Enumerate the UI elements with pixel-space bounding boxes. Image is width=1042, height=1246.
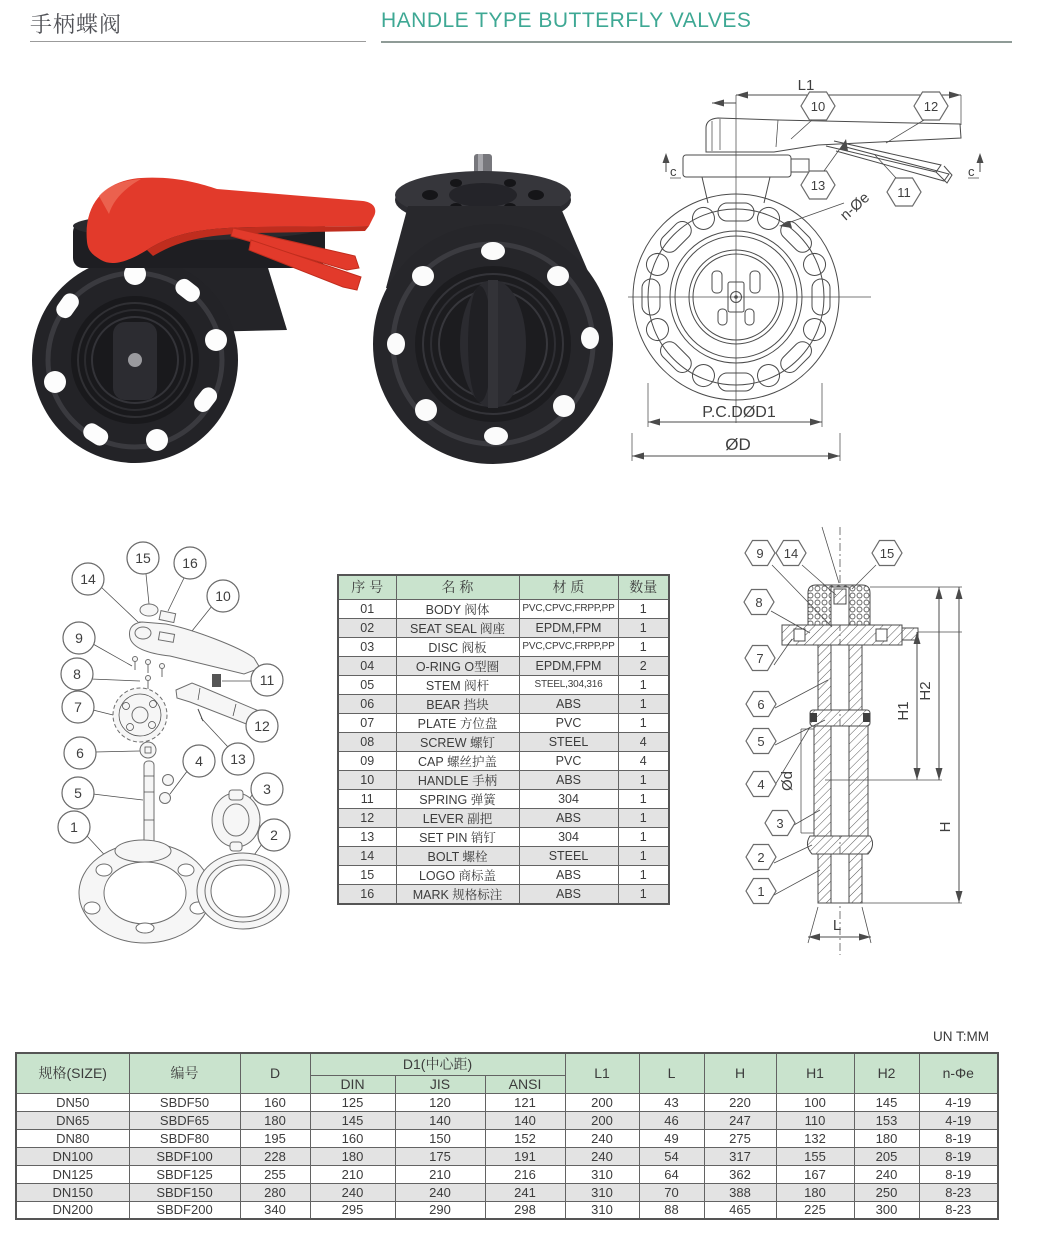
callout-hex-12 — [886, 92, 948, 143]
table-cell: 1 — [618, 884, 669, 904]
table-cell: SPRING 弹簧 — [396, 789, 519, 808]
photo-valve-red-handle — [25, 130, 385, 475]
table-cell: DN125 — [16, 1165, 129, 1183]
table-cell: SCREW 螺钉 — [396, 732, 519, 751]
table-cell: 300 — [854, 1201, 919, 1219]
table-cell: PVC — [519, 751, 618, 770]
col-header-din: DIN — [310, 1075, 395, 1093]
table-cell: 310 — [565, 1183, 639, 1201]
table-cell: SBDF50 — [129, 1093, 240, 1111]
table-cell: DISC 阀板 — [396, 637, 519, 656]
svg-text:8: 8 — [73, 666, 81, 682]
table-cell: 216 — [485, 1165, 565, 1183]
title-underline-left — [30, 41, 366, 42]
table-cell: 310 — [565, 1165, 639, 1183]
table-cell: EPDM,FPM — [519, 656, 618, 675]
table-cell: DN80 — [16, 1129, 129, 1147]
table-cell: ABS — [519, 694, 618, 713]
parts-table — [337, 574, 670, 905]
dim-label-l1: L1 — [797, 77, 815, 94]
table-cell: 240 — [395, 1183, 485, 1201]
svg-text:4: 4 — [195, 753, 203, 769]
table-cell: SEAT SEAL 阀座 — [396, 618, 519, 637]
table-cell: 247 — [704, 1111, 776, 1129]
table-cell: DN65 — [16, 1111, 129, 1129]
table-cell: 8-19 — [919, 1147, 998, 1165]
table-cell: 1 — [618, 789, 669, 808]
svg-text:13: 13 — [230, 751, 246, 767]
svg-text:4: 4 — [757, 777, 765, 792]
svg-text:6: 6 — [76, 745, 84, 761]
table-cell: 1 — [618, 808, 669, 827]
svg-text:5: 5 — [74, 785, 82, 801]
table-cell: 228 — [240, 1147, 310, 1165]
table-cell: 70 — [639, 1183, 704, 1201]
dim-label-h: H — [937, 821, 954, 833]
col-header-material: 材 质 — [519, 575, 618, 599]
table-cell: HANDLE 手柄 — [396, 770, 519, 789]
table-cell: 4 — [618, 732, 669, 751]
table-cell: 205 — [854, 1147, 919, 1165]
table-cell: DN100 — [16, 1147, 129, 1165]
table-row — [338, 827, 669, 846]
table-cell: 362 — [704, 1165, 776, 1183]
table-cell: DN50 — [16, 1093, 129, 1111]
table-cell: 125 — [310, 1093, 395, 1111]
col-header-h1: H1 — [776, 1053, 854, 1093]
table-cell: DN150 — [16, 1183, 129, 1201]
svg-text:7: 7 — [756, 651, 764, 666]
svg-text:9: 9 — [75, 630, 83, 646]
table-cell: 180 — [240, 1111, 310, 1129]
table-cell: ABS — [519, 808, 618, 827]
table-cell: PVC — [519, 713, 618, 732]
table-row — [338, 884, 669, 904]
table-cell: 255 — [240, 1165, 310, 1183]
table-cell: 175 — [395, 1147, 485, 1165]
table-row — [16, 1111, 998, 1129]
table-cell: 02 — [338, 618, 396, 637]
table-cell: 191 — [485, 1147, 565, 1165]
table-cell: 07 — [338, 713, 396, 732]
drawing-cross-section — [730, 515, 1042, 965]
svg-text:9: 9 — [756, 546, 764, 561]
table-cell: SBDF200 — [129, 1201, 240, 1219]
table-cell: 275 — [704, 1129, 776, 1147]
table-cell: 1 — [618, 846, 669, 865]
table-cell: 317 — [704, 1147, 776, 1165]
callout-hex-10 — [791, 92, 835, 139]
table-cell: 01 — [338, 599, 396, 618]
table-cell: 4-19 — [919, 1111, 998, 1129]
table-row — [338, 618, 669, 637]
svg-text:7: 7 — [74, 699, 82, 715]
col-header-name: 名 称 — [396, 575, 519, 599]
table-row — [338, 770, 669, 789]
table-row — [338, 675, 669, 694]
table-cell: 310 — [565, 1201, 639, 1219]
svg-text:8: 8 — [755, 595, 763, 610]
table-cell: LOGO 商标盖 — [396, 865, 519, 884]
table-row — [338, 751, 669, 770]
table-cell: 4 — [618, 751, 669, 770]
table-row — [16, 1165, 998, 1183]
col-header-jis: JIS — [395, 1075, 485, 1093]
table-cell: STEEL — [519, 732, 618, 751]
col-header-index: 序 号 — [338, 575, 396, 599]
table-cell: SBDF150 — [129, 1183, 240, 1201]
table-cell: MARK 规格标注 — [396, 884, 519, 904]
table-cell: PVC,CPVC,FRPP,PP — [519, 599, 618, 618]
table-cell: 13 — [338, 827, 396, 846]
table-cell: 298 — [485, 1201, 565, 1219]
table-cell: 290 — [395, 1201, 485, 1219]
dim-label-h2: H2 — [917, 681, 934, 701]
col-header-code: 编号 — [129, 1053, 240, 1093]
dim-label-d: Ød — [779, 770, 796, 792]
svg-text:1: 1 — [70, 819, 78, 835]
page-title-english: HANDLE TYPE BUTTERFLY VALVES — [381, 9, 752, 32]
table-row — [338, 789, 669, 808]
table-cell: SBDF125 — [129, 1165, 240, 1183]
dimensions-table — [15, 1052, 999, 1220]
table-cell: 180 — [854, 1129, 919, 1147]
table-row — [338, 865, 669, 884]
table-cell: 54 — [639, 1147, 704, 1165]
table-cell: 110 — [776, 1111, 854, 1129]
svg-text:14: 14 — [783, 546, 799, 561]
table-cell: 46 — [639, 1111, 704, 1129]
table-row — [338, 694, 669, 713]
table-cell: 8-23 — [919, 1201, 998, 1219]
table-row — [338, 713, 669, 732]
table-cell: 210 — [395, 1165, 485, 1183]
svg-text:13: 13 — [810, 178, 826, 193]
dim-label-h1: H1 — [895, 701, 912, 721]
table-cell: BOLT 螺栓 — [396, 846, 519, 865]
table-cell: 145 — [854, 1093, 919, 1111]
svg-text:11: 11 — [897, 185, 911, 200]
table-cell: 11 — [338, 789, 396, 808]
col-header-l1: L1 — [565, 1053, 639, 1093]
table-cell: 465 — [704, 1201, 776, 1219]
svg-text:15: 15 — [879, 546, 895, 561]
svg-text:3: 3 — [263, 781, 271, 797]
table-cell: 120 — [395, 1093, 485, 1111]
callout-hex-13 — [801, 139, 848, 199]
table-cell: SET PIN 销钉 — [396, 827, 519, 846]
table-cell: 8-23 — [919, 1183, 998, 1201]
svg-text:5: 5 — [757, 734, 765, 749]
table-cell: 225 — [776, 1201, 854, 1219]
table-cell: 16 — [338, 884, 396, 904]
table-cell: 241 — [485, 1183, 565, 1201]
table-cell: ABS — [519, 884, 618, 904]
drawing-front-view — [628, 75, 1042, 477]
col-header-qty: 数量 — [618, 575, 669, 599]
table-row — [338, 599, 669, 618]
photo-valve-body — [368, 148, 623, 473]
table-cell: 140 — [395, 1111, 485, 1129]
table-cell: 388 — [704, 1183, 776, 1201]
table-cell: 1 — [618, 599, 669, 618]
table-cell: 04 — [338, 656, 396, 675]
col-header-h: H — [704, 1053, 776, 1093]
table-cell: 180 — [310, 1147, 395, 1165]
dim-label-l: L — [832, 917, 842, 934]
table-cell: 220 — [704, 1093, 776, 1111]
table-cell: ABS — [519, 865, 618, 884]
table-cell: LEVER 副把 — [396, 808, 519, 827]
table-row — [16, 1129, 998, 1147]
table-cell: 2 — [618, 656, 669, 675]
table-cell: 160 — [240, 1093, 310, 1111]
table-cell: SBDF65 — [129, 1111, 240, 1129]
table-row — [338, 637, 669, 656]
table-cell: 153 — [854, 1111, 919, 1129]
drawing-exploded-view — [40, 518, 340, 960]
table-cell: 64 — [639, 1165, 704, 1183]
table-cell: 304 — [519, 789, 618, 808]
section-marker-right: c — [968, 164, 975, 179]
table-cell: 140 — [485, 1111, 565, 1129]
svg-text:2: 2 — [757, 850, 765, 865]
table-cell: 280 — [240, 1183, 310, 1201]
table-cell: PLATE 方位盘 — [396, 713, 519, 732]
table-row — [16, 1093, 998, 1111]
table-cell: STEM 阀杆 — [396, 675, 519, 694]
table-cell: 304 — [519, 827, 618, 846]
section-marker-left: c — [670, 164, 677, 179]
col-header-ansi: ANSI — [485, 1075, 565, 1093]
dims-header-row-1 — [16, 1053, 998, 1075]
table-cell: SBDF80 — [129, 1129, 240, 1147]
table-cell: 340 — [240, 1201, 310, 1219]
title-underline-right — [381, 41, 1012, 43]
table-cell: 155 — [776, 1147, 854, 1165]
parts-table-header-row — [338, 575, 669, 599]
table-cell: 121 — [485, 1093, 565, 1111]
table-cell: CAP 螺丝护盖 — [396, 751, 519, 770]
table-cell: 167 — [776, 1165, 854, 1183]
table-cell: 160 — [310, 1129, 395, 1147]
table-cell: BODY 阀体 — [396, 599, 519, 618]
table-cell: 09 — [338, 751, 396, 770]
table-cell: SBDF100 — [129, 1147, 240, 1165]
table-cell: 200 — [565, 1093, 639, 1111]
col-header-d1-group: D1(中心距) — [310, 1053, 565, 1075]
svg-text:6: 6 — [757, 697, 765, 712]
table-cell: STEEL — [519, 846, 618, 865]
dim-label-n-oe: n-Øe — [836, 189, 874, 225]
table-cell: 240 — [565, 1147, 639, 1165]
table-row — [338, 656, 669, 675]
table-cell: 100 — [776, 1093, 854, 1111]
table-cell: 43 — [639, 1093, 704, 1111]
svg-text:10: 10 — [215, 588, 231, 604]
table-cell: STEEL,304,316 — [519, 675, 618, 694]
table-cell: 240 — [310, 1183, 395, 1201]
svg-text:1: 1 — [757, 884, 765, 899]
table-cell: 1 — [618, 694, 669, 713]
table-cell: 8-19 — [919, 1165, 998, 1183]
table-cell: 15 — [338, 865, 396, 884]
table-cell: 49 — [639, 1129, 704, 1147]
table-cell: 150 — [395, 1129, 485, 1147]
table-cell: DN200 — [16, 1201, 129, 1219]
dim-label-pcd: P.C.DØD1 — [702, 404, 776, 421]
table-row — [338, 846, 669, 865]
unit-note: UN T:MM — [933, 1029, 989, 1044]
table-cell: 1 — [618, 637, 669, 656]
table-cell: 195 — [240, 1129, 310, 1147]
col-header-size: 规格(SIZE) — [16, 1053, 129, 1093]
table-cell: PVC,CPVC,FRPP,PP — [519, 637, 618, 656]
table-cell: 06 — [338, 694, 396, 713]
table-row — [338, 808, 669, 827]
table-cell: 240 — [854, 1165, 919, 1183]
svg-text:15: 15 — [135, 550, 151, 566]
table-cell: 88 — [639, 1201, 704, 1219]
table-cell: 12 — [338, 808, 396, 827]
svg-text:2: 2 — [270, 827, 278, 843]
table-cell: 05 — [338, 675, 396, 694]
table-row — [338, 732, 669, 751]
table-cell: 8-19 — [919, 1129, 998, 1147]
svg-text:16: 16 — [182, 555, 198, 571]
svg-text:14: 14 — [80, 571, 96, 587]
table-cell: 240 — [565, 1129, 639, 1147]
table-cell: 1 — [618, 865, 669, 884]
svg-text:10: 10 — [810, 99, 826, 114]
page-title-chinese: 手柄蝶阀 — [30, 12, 123, 37]
table-cell: 08 — [338, 732, 396, 751]
table-row — [16, 1147, 998, 1165]
dim-label-od: ØD — [725, 435, 751, 454]
table-cell: EPDM,FPM — [519, 618, 618, 637]
table-cell: 132 — [776, 1129, 854, 1147]
table-row — [16, 1201, 998, 1219]
table-cell: 1 — [618, 827, 669, 846]
table-cell: 1 — [618, 770, 669, 789]
table-cell: 295 — [310, 1201, 395, 1219]
table-cell: ABS — [519, 770, 618, 789]
table-cell: 210 — [310, 1165, 395, 1183]
col-header-l: L — [639, 1053, 704, 1093]
table-cell: 145 — [310, 1111, 395, 1129]
svg-text:12: 12 — [254, 718, 270, 734]
svg-text:11: 11 — [259, 672, 275, 688]
table-cell: 14 — [338, 846, 396, 865]
table-cell: 1 — [618, 618, 669, 637]
svg-text:3: 3 — [776, 816, 784, 831]
table-cell: 250 — [854, 1183, 919, 1201]
table-cell: 1 — [618, 675, 669, 694]
table-cell: 200 — [565, 1111, 639, 1129]
col-header-d: D — [240, 1053, 310, 1093]
table-cell: 180 — [776, 1183, 854, 1201]
table-cell: 10 — [338, 770, 396, 789]
svg-text:12: 12 — [923, 99, 939, 114]
table-cell: 03 — [338, 637, 396, 656]
table-cell: O-RING O型圈 — [396, 656, 519, 675]
table-row — [16, 1183, 998, 1201]
table-cell: BEAR 挡块 — [396, 694, 519, 713]
col-header-h2: H2 — [854, 1053, 919, 1093]
table-cell: 4-19 — [919, 1093, 998, 1111]
table-cell: 1 — [618, 713, 669, 732]
table-cell: 152 — [485, 1129, 565, 1147]
col-header-ne: n-Φe — [919, 1053, 998, 1093]
